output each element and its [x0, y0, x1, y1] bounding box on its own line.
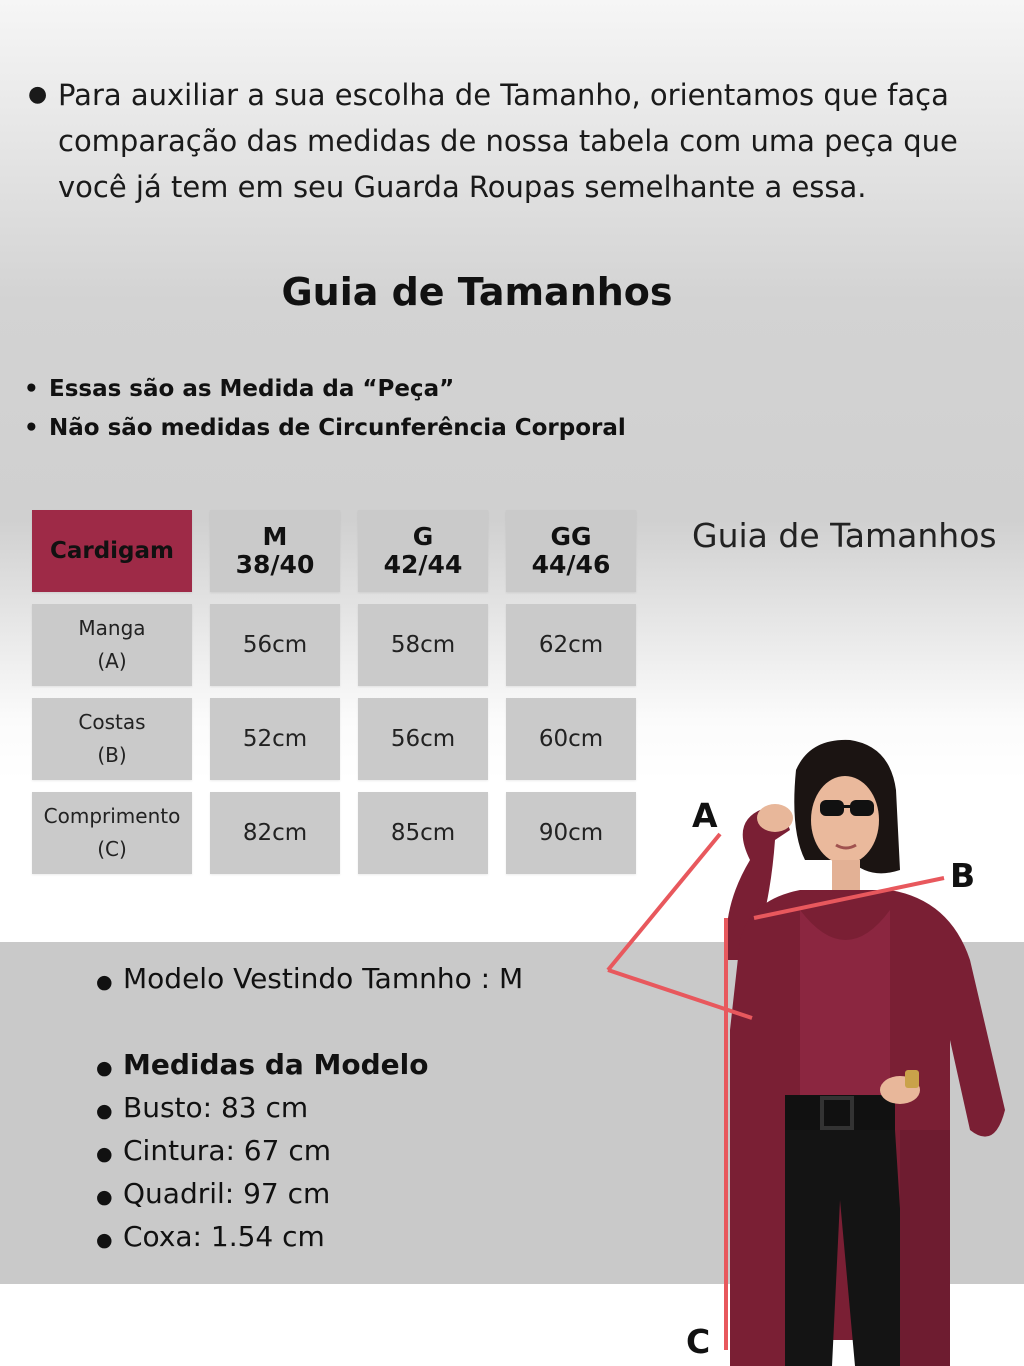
list-item: ● Medidas da Modelo: [96, 1048, 429, 1081]
table-cell: 82cm: [210, 792, 340, 874]
table-cell: 56cm: [210, 604, 340, 686]
bullet-icon: ●: [96, 1229, 113, 1251]
size-header-g: G 42/44: [358, 510, 488, 592]
row-label-costas: Costas (B): [32, 698, 192, 780]
bullet-icon: ●: [96, 1186, 113, 1208]
table-cell: 60cm: [506, 698, 636, 780]
row-label-manga: Manga (A): [32, 604, 192, 686]
page-title: Guia de Tamanhos: [281, 270, 673, 314]
list-item: ● Coxa: 1.54 cm: [96, 1220, 325, 1253]
note-item: • Essas são as Medida da “Peça”: [24, 370, 626, 409]
size-header-m: M 38/40: [210, 510, 340, 592]
table-cell: 58cm: [358, 604, 488, 686]
list-item: ● Quadril: 97 cm: [96, 1177, 331, 1210]
intro-line-1: Para auxiliar a sua escolha de Tamanho, orientamos que faça: [58, 78, 949, 112]
intro-paragraph: [28, 72, 1008, 210]
bullet-icon: •: [24, 415, 39, 441]
table-cell: 52cm: [210, 698, 340, 780]
bullet-icon: •: [24, 376, 39, 402]
list-item: ● Busto: 83 cm: [96, 1091, 309, 1124]
table-cell: 62cm: [506, 604, 636, 686]
model-photo: [600, 730, 1024, 1366]
table-cell: 90cm: [506, 792, 636, 874]
side-title: Guia de Tamanhos: [692, 516, 997, 555]
note-item: • Não são medidas de Circunferência Corporal: [24, 409, 626, 448]
intro-line-3: você já tem em seu Guarda Roupas semelhante a essa.: [58, 170, 867, 204]
size-header-gg: GG 44/46: [506, 510, 636, 592]
table-cell: 56cm: [358, 698, 488, 780]
notes-list: [24, 370, 626, 448]
list-item: ● Modelo Vestindo Tamnho : M: [96, 962, 524, 995]
intro-line-2: comparação das medidas de nossa tabela com uma peça que: [58, 124, 958, 158]
measure-line-a: [608, 834, 720, 970]
marker-c: C: [686, 1322, 711, 1361]
table-cell: 85cm: [358, 792, 488, 874]
bullet-icon: ●: [96, 1143, 113, 1165]
table-corner-cardigam: Cardigam: [32, 510, 192, 592]
bullet-icon: ●: [96, 1057, 113, 1079]
marker-b: B: [950, 856, 976, 895]
bullet-icon: ●: [96, 1100, 113, 1122]
list-item: ● Cintura: 67 cm: [96, 1134, 332, 1167]
bullet-icon: ●: [28, 82, 48, 107]
bullet-icon: ●: [96, 971, 113, 993]
marker-a: A: [692, 796, 718, 835]
model-info-list: [96, 962, 523, 1263]
row-label-comprimento: Comprimento (C): [32, 792, 192, 874]
